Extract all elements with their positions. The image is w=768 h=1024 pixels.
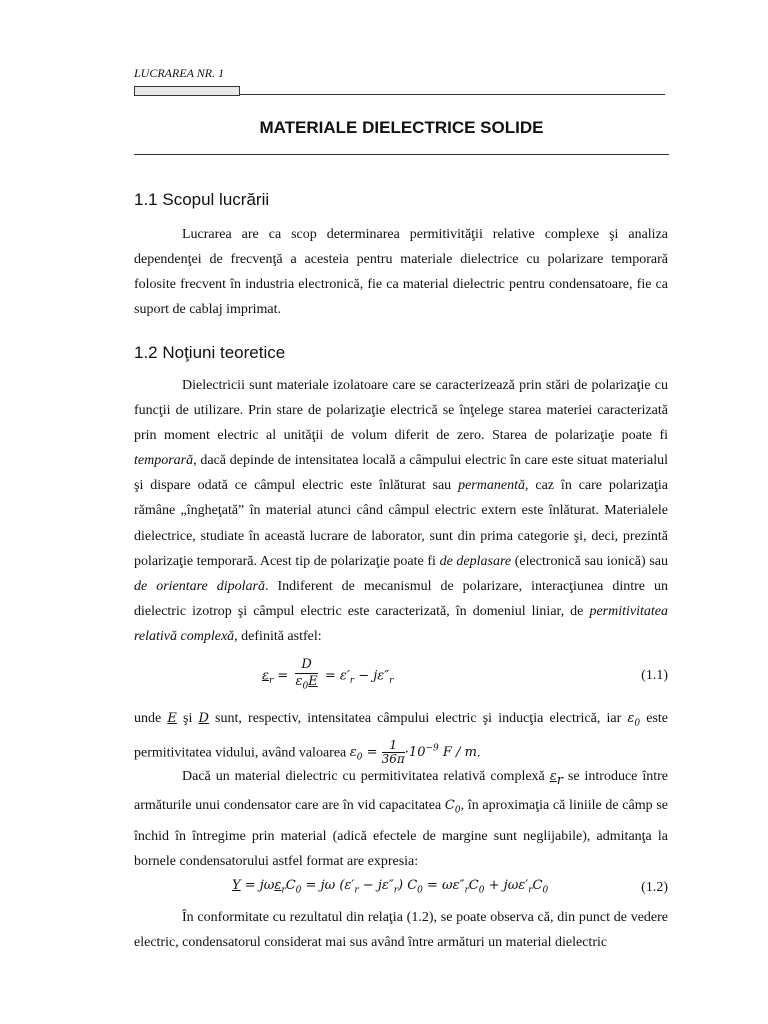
text-run: , dacă depinde de intensitatea locală a câmpului electric în care este situat materialul şi dispare odată ce câmpul electric este înlăturat sau (134, 453, 668, 494)
header-rule (240, 94, 665, 95)
theory-paragraph (134, 373, 668, 649)
scope-text: Lucrarea are ca scop determinarea permitivităţii relative complexe şi analiza dependenţei de frecvenţă a acesteia pentru materiale dielectrice cu polarizare temporară folosite frecvent în industria electronică, fie ca material dielectric pentru condensatoare, fie ca suport de cablaj imprimat. (134, 227, 668, 318)
text-run: Dielectricii sunt materiale izolatoare care se caracterizează prin stări de polarizaţie cu funcţii de utilizare. Prin stare de polarizaţie electrică se înţelege starea materiei caracterizată prin moment electric al unităţii de volum diferit de zero. Starea de polarizaţie poate fi (134, 378, 668, 444)
text-run: (electronică sau ionică) sau (511, 553, 668, 569)
text-run: unde (134, 711, 168, 726)
equation-1-1: $\varepsilon_r$ = $\frac{D}{\varepsilon_0E}$ = $\varepsilon'_r - j\varepsilon''_r$ (262, 657, 393, 695)
equation-number-1-2: (1.2) (641, 880, 668, 895)
definitions-paragraph: unde E şi D sunt, respectiv, intensitatea câmpului electric şi inducţia electrică, iar $\varepsilon_0$ este permitivitatea vidului, având valoarea $\varepsilon_0$ = $\frac{1}{36\pi}$ $\cdot 10^{-9}$ F / m. (134, 711, 669, 767)
text-run: În conformitate cu rezultatul din relaţia (1.2), se poate observa că, din punct de vedere electric, condensatorul considerat mai sus având între armături un material dielectric (134, 910, 668, 951)
section-heading-scope: 1.1 Scopul lucrării (134, 190, 270, 209)
running-title: LUCRAREA NR. 1 (134, 66, 225, 80)
text-run: şi (176, 711, 199, 726)
term-orientation: de orientare dipolară (134, 578, 265, 594)
text-run: , caz în care polarizaţia rămâne „îngheţată” în material atunci când câmpul electric extern este înlăturat. Materialele dielectrice, studiate în această lucrare de laborator, sunt din prima categorie şi, deci, prezintă polarizaţie temporară. Acest tip de polarizaţie poate fi (134, 478, 668, 569)
equation-number-1-1: (1.1) (641, 668, 668, 683)
text-run: se introduce între armăturile unui condensator care are în vid capacitatea (134, 769, 669, 813)
text-run: , în aproximaţia că liniile de câmp se închid în întregime prin material (adică efectele de margine sunt neglijabile), admitanţa la bornele condensatorului astfel format are expresia: (134, 797, 668, 869)
term-displacement: de deplasare (439, 553, 512, 569)
fraction: $\frac{D}{\varepsilon_0E}$ (295, 657, 318, 692)
title-rule (134, 154, 669, 155)
text-run: , definită astfel: (234, 628, 322, 644)
text-run: este permitivitatea vidului, având valoarea (134, 711, 669, 761)
term-permanent: permanentă (458, 478, 525, 494)
vacuum-permittivity-formula: $\varepsilon_0$ = $\frac{1}{36\pi}$ $\cdot 10^{-9}$ F / m (349, 738, 477, 767)
text-run: Dacă un material dielectric cu permitivitatea relativă complexă (182, 769, 550, 784)
text-run: sunt, respectiv, intensitatea câmpului electric şi inducţia electrică, iar (208, 711, 628, 726)
scope-paragraph (134, 222, 668, 322)
equation-1-2: $Y = j\omega\varepsilon_rC_0 = j\omega$ $(\varepsilon'_r - j\varepsilon''_r) C_0 = \omega\varepsilon''_rC_0 + j\omega\varepsilon'_rC_0$ (232, 878, 549, 896)
text-run: . (476, 745, 481, 761)
section-heading-theory: 1.2 Noţiuni teoretice (134, 343, 286, 362)
term-temporary: temporară (134, 453, 194, 469)
conclusion-paragraph (134, 905, 668, 955)
text-run: . Indiferent de mecanismul de polarizare, interacţiunea dintre un dielectric izotrop şi câmpul electric este caracterizată, în domeniul liniar, de (134, 578, 668, 619)
header-box-decoration (134, 86, 240, 96)
page-title: MATERIALE DIELECTRICE SOLIDE (259, 118, 544, 137)
term-relative-permittivity: permitivitatea relativă complexă (134, 603, 668, 644)
capacitor-paragraph: Dacă un material dielectric cu permitivitatea relativă complexă $\varepsilon_r$ se introduce între armăturile unui condensator care are în vid capacitatea $C_0$, în aproximaţia că liniile de câmp se închid în întregime prin material (adică efectele de margine sunt neglijabile), admitanţa la bornele condensatorului astfel format are expresia: (134, 769, 669, 869)
